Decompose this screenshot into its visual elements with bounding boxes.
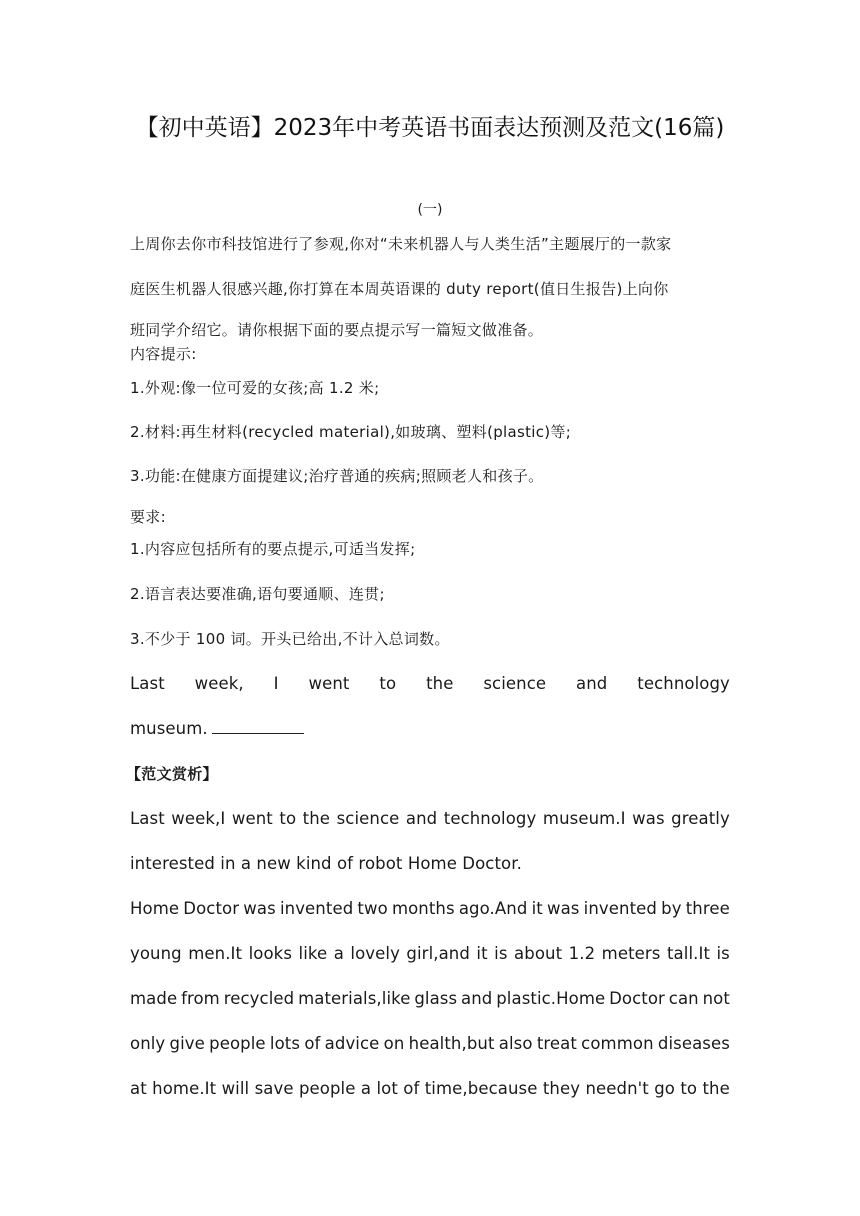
- model-word: made: [130, 989, 178, 1008]
- requirement-item: 2.语言表达要准确,语句要通顺、连贯;: [130, 585, 385, 603]
- opening-word: I: [273, 674, 279, 693]
- model-word: men.It: [188, 944, 243, 963]
- prompt-text: 上周你去你市科技馆进行了参观,你对“未来机器人与人类生活”主题展厅的一款家: [130, 235, 672, 253]
- model-word: only: [130, 1034, 166, 1053]
- model-word: is: [494, 944, 508, 963]
- model-word: to: [279, 809, 297, 828]
- prompt-line: 庭医生机器人很感兴趣,你打算在本周英语课的 duty report(值日生报告)上向你: [130, 280, 669, 298]
- model-word: was: [546, 899, 580, 918]
- model-essay-line: [130, 807, 730, 831]
- opening-word: week,: [194, 674, 244, 693]
- model-word: greatly: [671, 809, 730, 828]
- model-line-text: [130, 942, 730, 966]
- model-word: and: [405, 809, 438, 828]
- model-word: of: [403, 1079, 420, 1098]
- model-word: save: [254, 1079, 294, 1098]
- hint-item: 1.外观:像一位可爱的女孩;高 1.2 米;: [130, 379, 380, 397]
- model-word: also: [498, 1034, 533, 1053]
- opening-word: went: [308, 674, 350, 693]
- model-word: diseases: [657, 1034, 730, 1053]
- model-word: they: [542, 1079, 581, 1098]
- opening-word: science: [483, 674, 547, 693]
- requirements-heading: 要求:: [130, 508, 166, 526]
- model-word: from: [181, 989, 220, 1008]
- model-word: at: [130, 1079, 147, 1098]
- model-line-text: [130, 987, 730, 1011]
- opening-word: Last: [130, 674, 165, 693]
- model-word: to: [680, 1079, 698, 1098]
- model-word: will: [221, 1079, 250, 1098]
- model-word: went: [231, 809, 273, 828]
- model-word: young: [130, 944, 182, 963]
- model-line-text: [130, 897, 730, 921]
- model-word: the: [702, 1079, 730, 1098]
- model-word: Home: [130, 899, 180, 918]
- model-word: a: [360, 1079, 372, 1098]
- model-line-text: [130, 807, 730, 831]
- model-word: the: [302, 809, 331, 828]
- model-word: Last: [130, 809, 165, 828]
- model-word: invented: [583, 899, 657, 918]
- model-word: people: [298, 1079, 356, 1098]
- model-word: about: [514, 944, 563, 963]
- model-word: and: [461, 989, 493, 1008]
- model-essay-line: [130, 987, 730, 1011]
- model-word: people: [209, 1034, 266, 1053]
- model-word: lots: [269, 1034, 301, 1053]
- model-word: three: [685, 899, 730, 918]
- model-essay-line: [130, 942, 730, 966]
- model-word: it: [476, 944, 488, 963]
- model-word: on: [383, 1034, 405, 1053]
- section-number: (一): [417, 202, 443, 218]
- model-word: tall.It: [666, 944, 711, 963]
- model-word: home.It: [152, 1079, 217, 1098]
- model-word: time,because: [424, 1079, 538, 1098]
- prompt-line: [130, 232, 730, 256]
- model-line-text: [130, 1032, 730, 1056]
- model-word: can: [668, 989, 699, 1008]
- model-word: plastic.Home: [496, 989, 606, 1008]
- model-essay-line: [130, 1032, 730, 1056]
- opening-word: the: [426, 674, 454, 693]
- model-essay-line: [130, 897, 730, 921]
- model-word: like: [298, 944, 328, 963]
- model-word: is: [716, 944, 730, 963]
- model-essay-line: interested in a new kind of robot Home Doctor.: [130, 854, 522, 873]
- model-line-text: [130, 1077, 730, 1101]
- model-word: glass: [414, 989, 458, 1008]
- model-word: meters: [601, 944, 661, 963]
- model-word: was: [632, 809, 665, 828]
- model-word: was: [243, 899, 276, 918]
- model-word: recycled: [223, 989, 295, 1008]
- model-word: treat: [536, 1034, 577, 1053]
- model-word: not: [702, 989, 730, 1008]
- model-word: by: [661, 899, 682, 918]
- model-word: months: [391, 899, 455, 918]
- prompt-line: 班同学介绍它。请你根据下面的要点提示写一篇短文做准备。: [130, 321, 544, 339]
- opening-word: technology: [637, 674, 730, 693]
- model-word: of: [304, 1034, 321, 1053]
- model-word: materials,like: [298, 989, 411, 1008]
- answer-blank: [212, 719, 304, 734]
- opening-sentence-line-2: [130, 717, 730, 741]
- model-word: Doctor: [183, 899, 240, 918]
- model-word: give: [169, 1034, 205, 1053]
- model-word: lovely: [350, 944, 400, 963]
- model-word: needn't: [585, 1079, 649, 1098]
- hints-heading: 内容提示:: [130, 345, 197, 363]
- model-word: girl,and: [406, 944, 470, 963]
- requirement-item: 1.内容应包括所有的要点提示,可适当发挥;: [130, 540, 416, 558]
- hint-item: 2.材料:再生材料(recycled material),如玻璃、塑料(plastic)等;: [130, 423, 572, 441]
- model-word: 1.2: [568, 944, 596, 963]
- opening-word: to: [379, 674, 397, 693]
- model-word: health,but: [408, 1034, 495, 1053]
- model-word: go: [654, 1079, 675, 1098]
- model-word: museum.I: [542, 809, 626, 828]
- model-word: a: [333, 944, 344, 963]
- hint-item: 3.功能:在健康方面提建议;治疗普通的疾病;照顾老人和孩子。: [130, 467, 544, 485]
- model-word: two: [357, 899, 388, 918]
- model-word: Doctor: [609, 989, 665, 1008]
- model-word: science: [336, 809, 400, 828]
- opening-text: museum.: [130, 719, 208, 738]
- model-word: common: [581, 1034, 654, 1053]
- document-title: 【初中英语】2023年中考英语书面表达预测及范文(16篇): [135, 115, 725, 141]
- model-word: lot: [376, 1079, 398, 1098]
- requirement-item: 3.不少于 100 词。开头已给出,不计入总词数。: [130, 630, 450, 648]
- model-word: technology: [443, 809, 537, 828]
- model-word: advice: [324, 1034, 380, 1053]
- model-word: it: [531, 899, 543, 918]
- model-word: looks: [248, 944, 293, 963]
- model-word: invented: [279, 899, 354, 918]
- opening-word: and: [576, 674, 608, 693]
- model-word: ago.And: [458, 899, 528, 918]
- model-essay-line: [130, 1077, 730, 1101]
- opening-sentence-line: [130, 672, 730, 696]
- model-essay-heading: 【范文赏析】: [126, 765, 218, 783]
- model-word: week,I: [171, 809, 226, 828]
